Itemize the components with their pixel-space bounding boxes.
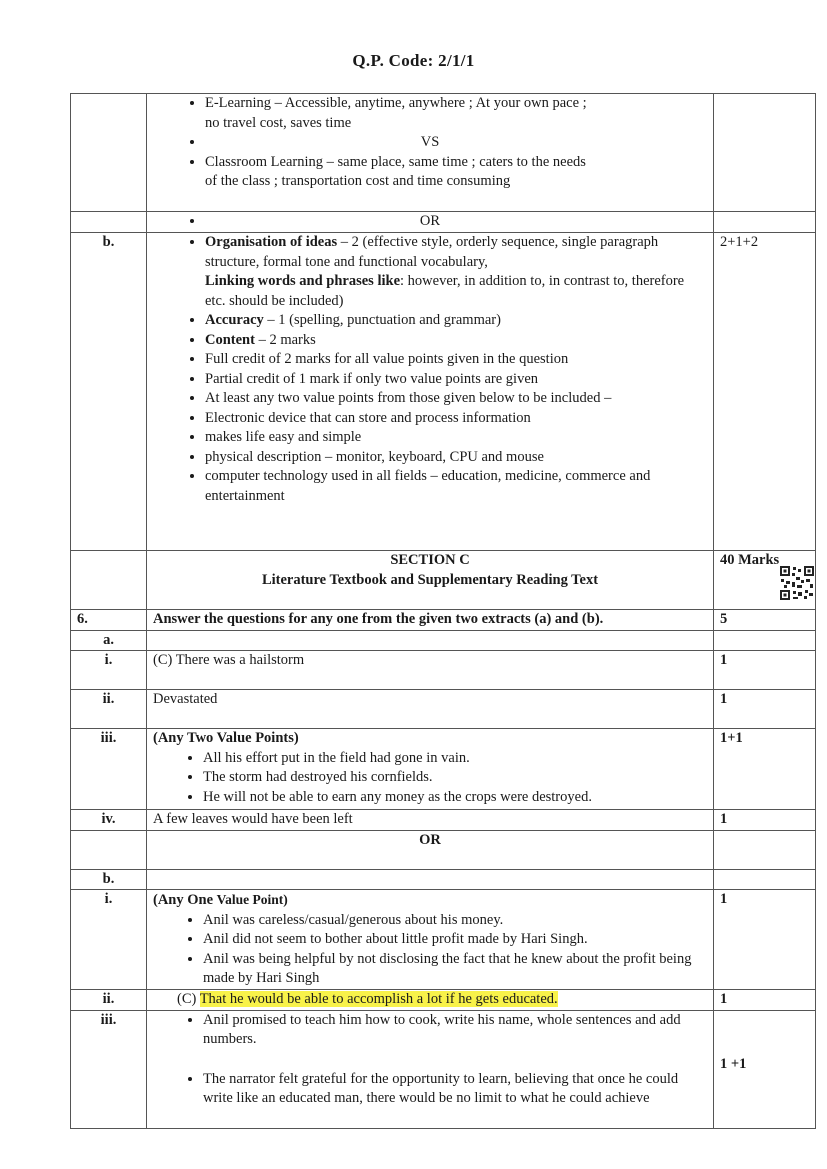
list-item <box>205 212 707 232</box>
part-label: b. <box>71 869 147 890</box>
list-item: • Partial credit of 1 mark if only two value points are given <box>205 370 707 390</box>
marks-cell: 1 <box>714 990 816 1011</box>
answer-heading: (Any Two Value Points) <box>153 730 299 746</box>
marks-cell: 1 +1 <box>720 1056 747 1073</box>
list-item: • He will not be able to earn any money as the crops were destroyed. <box>203 788 707 808</box>
answer-text: Devastated <box>147 690 714 729</box>
marks-cell: 1 <box>714 890 816 990</box>
answer-text: A few leaves would have been left <box>147 810 714 831</box>
table-row <box>71 729 816 810</box>
option-prefix: (C) <box>177 991 200 1007</box>
list-item: • Content – 2 marks <box>205 331 707 351</box>
list-item: • The storm had destroyed his cornfields. <box>203 768 707 788</box>
answer-text: (C) There was a hailstorm <box>147 651 714 690</box>
table-row <box>71 212 816 233</box>
table-row <box>71 1010 816 1128</box>
question-number: iv. <box>71 810 147 831</box>
answer-heading: (Any One Value Point) <box>153 892 288 908</box>
table-row <box>71 830 816 869</box>
list-item: • Classroom Learning – same place, same time ; caters to the needs of the class ; transportation cost and time consuming <box>205 153 707 192</box>
list-item: • makes life easy and simple <box>205 428 707 448</box>
table-row <box>71 94 816 212</box>
marks-cell: 1 <box>714 690 816 729</box>
question-number: 6. <box>71 610 147 631</box>
highlighted-answer: That he would be able to accomplish a lot if he gets educated. <box>199 991 558 1007</box>
list-item: • Organisation of ideas – 2 (effective style, orderly sequence, single paragraph structure, formal tone and functional vocabulary, Linking words and phrases like: however, in addition to, in contrast to, therefore etc. should be included) <box>205 233 707 311</box>
marks-cell: 2+1+2 <box>714 233 816 551</box>
list-item: • Full credit of 2 marks for all value points given in the question <box>205 350 707 370</box>
question-number: b. <box>71 233 147 551</box>
list-item: • Anil was being helpful by not disclosing the fact that he knew about the profit being made by Hari Singh <box>203 950 707 989</box>
marks-cell: 5 <box>714 610 816 631</box>
part-label: a. <box>71 630 147 651</box>
qr-code-icon <box>779 565 815 601</box>
section-subtitle: Literature Textbook and Supplementary Reading Text <box>261 571 599 588</box>
marks-cell: 1 <box>714 810 816 831</box>
list-item: • physical description – monitor, keyboard, CPU and mouse <box>205 448 707 468</box>
list-item: • computer technology used in all fields – education, medicine, commerce and entertainment <box>205 467 707 506</box>
table-row <box>71 610 816 631</box>
list-item: • At least any two value points from those given below to be included – <box>205 389 707 409</box>
list-item: • The narrator felt grateful for the opportunity to learn, believing that once he could write like an educated man, there would be no limit to what he could achieve <box>203 1070 707 1109</box>
table-row <box>71 869 816 890</box>
list-item: • All his effort put in the field had gone in vain. <box>203 749 707 769</box>
list-item: • E-Learning – Accessible, anytime, anywhere ; At your own pace ; no travel cost, saves time <box>205 94 707 133</box>
table-row <box>71 890 816 990</box>
marks-cell: 1 <box>714 651 816 690</box>
table-row <box>71 651 816 690</box>
question-number: i. <box>71 890 147 990</box>
list-item: • Electronic device that can store and process information <box>205 409 707 429</box>
table-row <box>71 233 816 551</box>
or-label: OR <box>147 830 714 869</box>
list-item: • VS <box>205 133 707 153</box>
page-header: Q.P. Code: 2/1/1 <box>352 51 475 70</box>
table-row <box>71 630 816 651</box>
table-row <box>71 690 816 729</box>
table-row <box>71 551 816 610</box>
list-item: • Anil was careless/casual/generous about his money. <box>203 911 707 931</box>
list-item: • Anil did not seem to bother about little profit made by Hari Singh. <box>203 930 707 950</box>
question-number: ii. <box>71 990 147 1011</box>
question-text: Answer the questions for any one from the given two extracts (a) and (b). <box>147 610 714 631</box>
marking-scheme-table <box>70 93 816 1129</box>
list-item: • Anil promised to teach him how to cook, write his name, whole sentences and add numbers. <box>203 1011 707 1050</box>
list-item: • Accuracy – 1 (spelling, punctuation and grammar) <box>205 311 707 331</box>
question-number: i. <box>71 651 147 690</box>
or-label: • OR <box>419 213 441 229</box>
table-row <box>71 990 816 1011</box>
question-number: ii. <box>71 690 147 729</box>
table-row <box>71 810 816 831</box>
marks-cell: 1+1 <box>714 729 816 810</box>
section-title: SECTION C <box>390 552 470 568</box>
marks-cell: 40 Marks <box>714 551 816 610</box>
question-number: iii. <box>71 1010 147 1128</box>
question-number: iii. <box>71 729 147 810</box>
